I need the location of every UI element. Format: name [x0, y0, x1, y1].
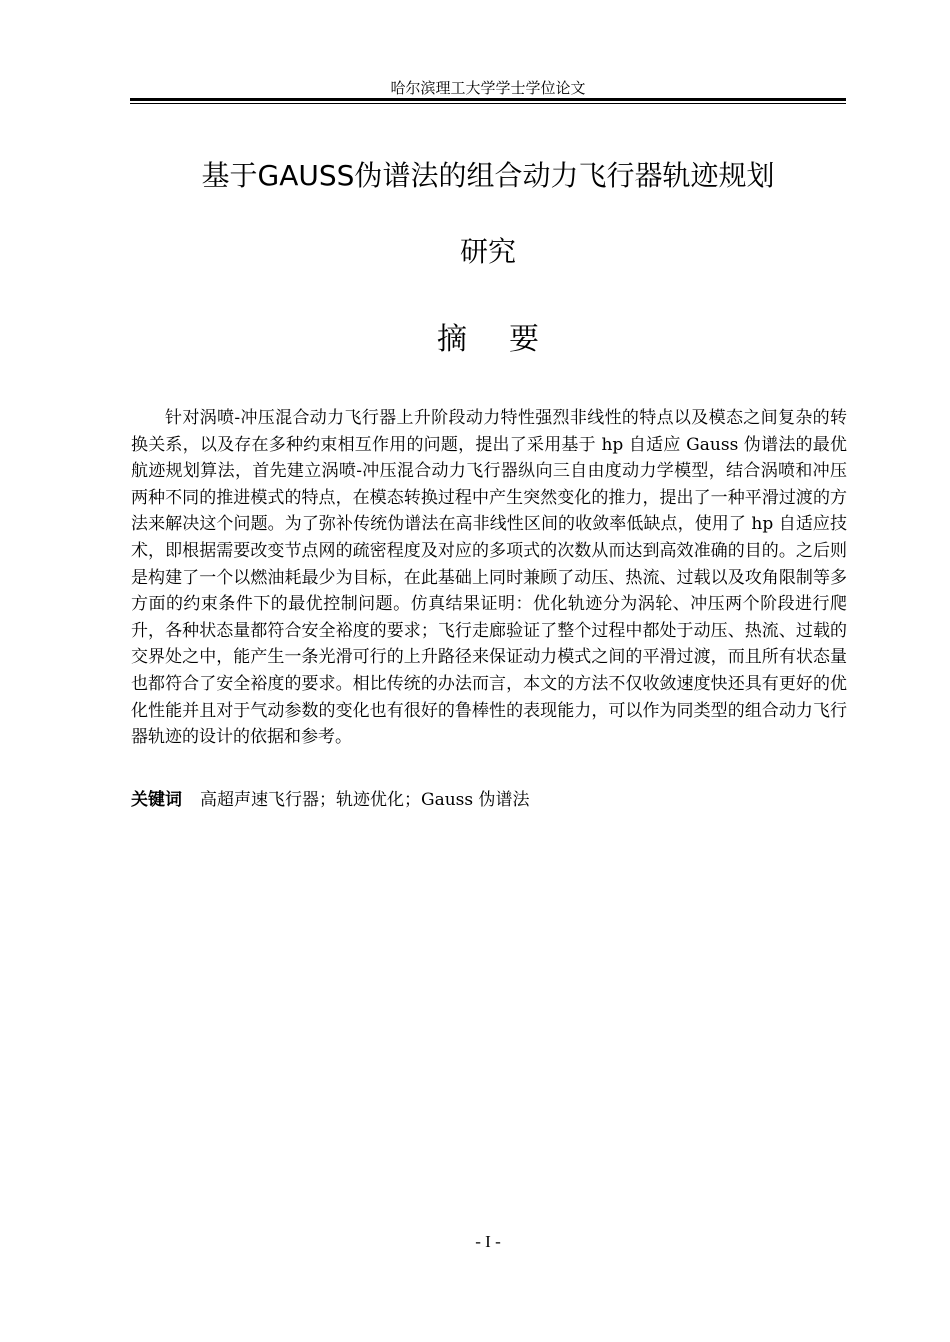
- abstract-body: 针对涡喷-冲压混合动力飞行器上升阶段动力特性强烈非线性的特点以及模态之间复杂的转换关系，以及存在多种约束相互作用的问题，提出了采用基于 hp 自适应 Gauss 伪谱法的最优航迹规划算法，首先建立涡喷-冲压混合动力飞行器纵向三自由度动力学模型，结合涡喷和冲压两种不同的推进模式的特点，在模态转换过程中产生突然变化的推力，提出了一种平滑过渡的方法来解决这个问题。为了弥补传统伪谱法在高非线性区间的收敛率低缺点，使用了 hp 自适应技术，即根据需要改变节点网的疏密程度及对应的多项式的次数从而达到高效准确的目的。之后则是构建了一个以燃油耗最少为目标，在此基础上同时兼顾了动压、热流、过载以及攻角限制等多方面的约束条件下的最优控制问题。仿真结果证明：优化轨迹分为涡轮、冲压两个阶段进行爬升，各种状态量都符合安全裕度的要求；飞行走廊验证了整个过程中都处于动压、热流、过载的交界处之中，能产生一条光滑可行的上升路径来保证动力模式之间的平滑过渡，而且所有状态量也都符合了安全裕度的要求。相比传统的办法而言，本文的方法不仅收敛速度快还具有更好的优化性能并且对于气动参数的变化也有很好的鲁棒性的表现能力，可以作为同类型的组合动力飞行器轨迹的设计的依据和参考。: [131, 408, 847, 748]
- abstract-heading-char-2: 要: [509, 322, 539, 357]
- abstract-heading-char-1: 摘: [437, 322, 467, 357]
- page-number: - I -: [475, 1232, 501, 1251]
- keywords-line: [131, 788, 847, 812]
- abstract-heading: [100, 320, 876, 360]
- keywords-text: 高超声速飞行器；轨迹优化；Gauss 伪谱法: [200, 790, 530, 810]
- keywords-label: 关键词: [131, 790, 182, 810]
- running-header: 哈尔滨理工大学学士学位论文: [390, 79, 586, 97]
- thesis-title-line-2: 研究: [459, 235, 516, 268]
- header-rule-thin: [130, 103, 846, 104]
- thesis-title-line-1: 基于GAUSS伪谱法的组合动力飞行器轨迹规划: [201, 159, 775, 192]
- header-rule-thick: [130, 98, 846, 101]
